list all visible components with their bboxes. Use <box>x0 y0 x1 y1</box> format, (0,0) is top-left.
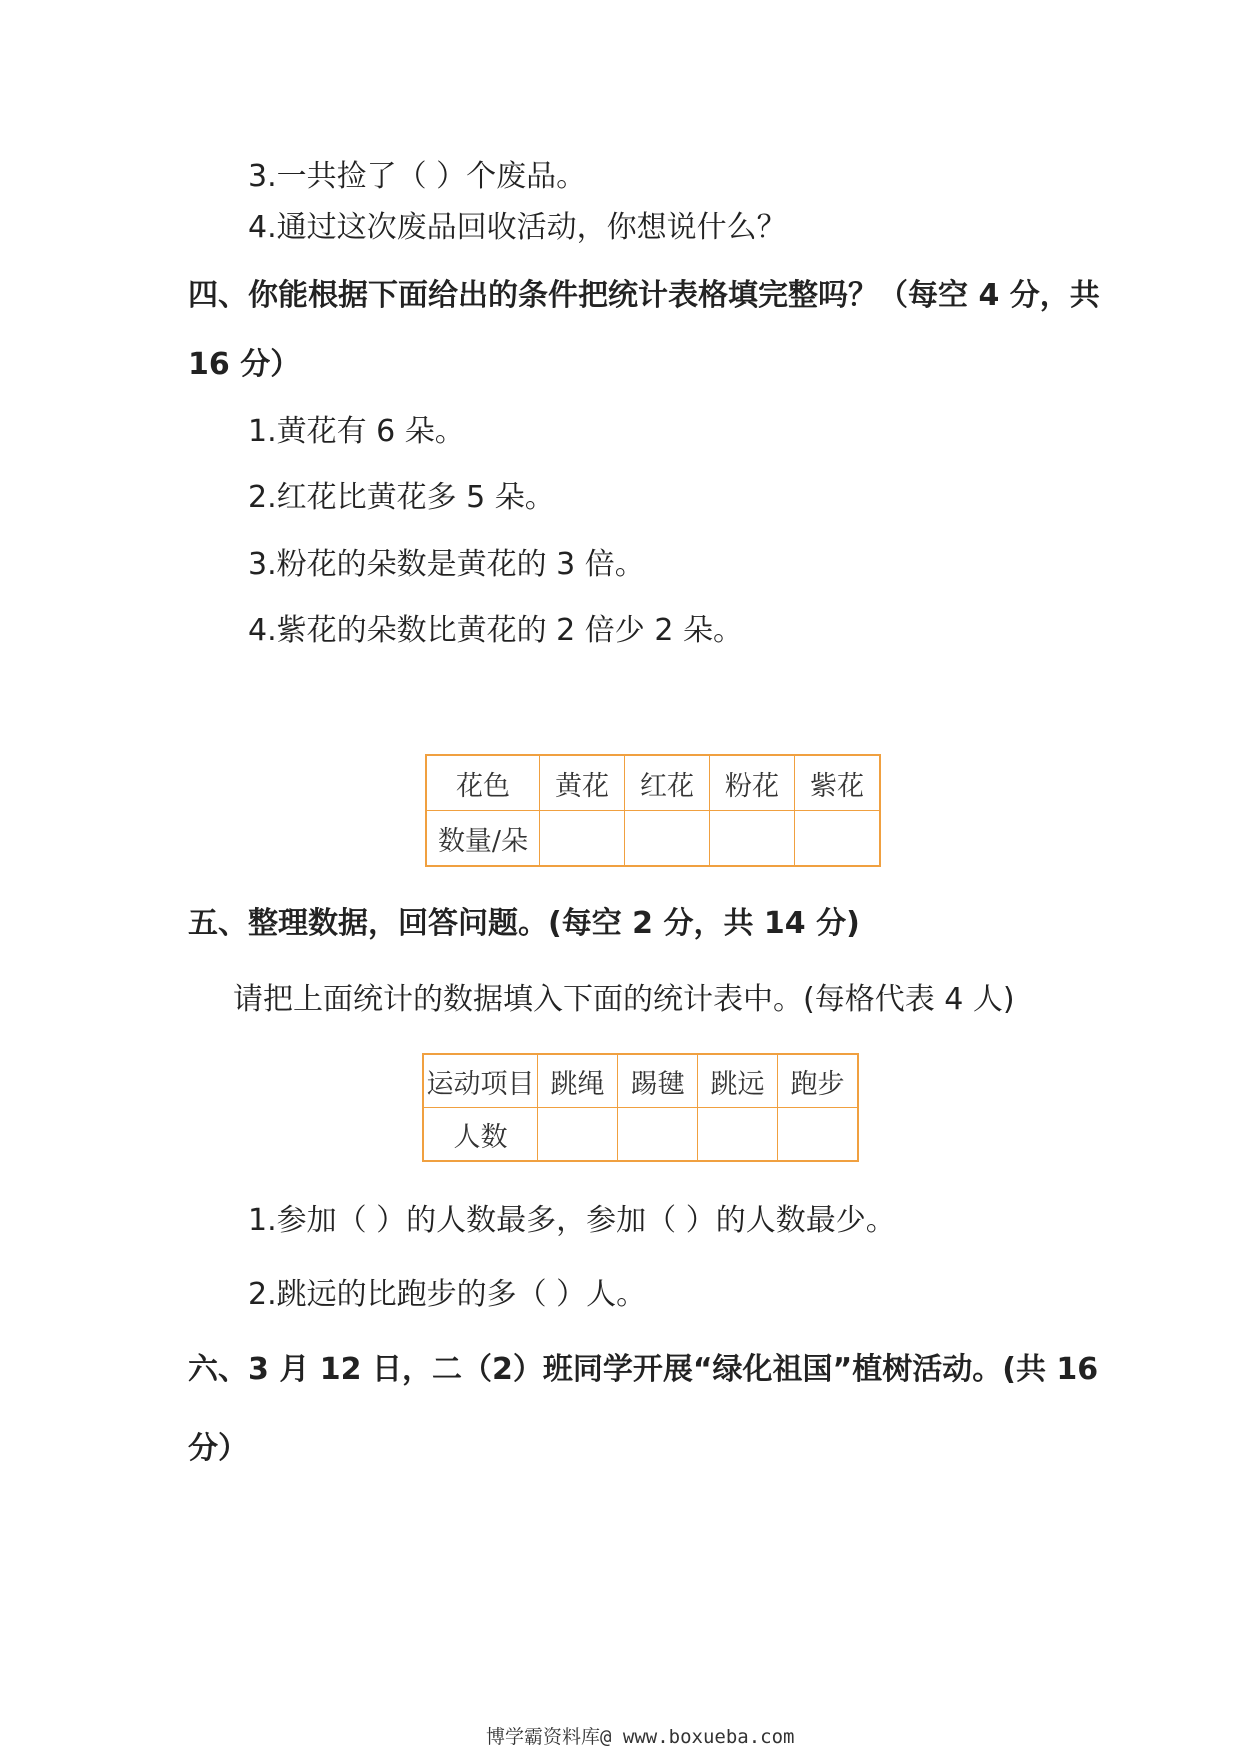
condition-item: 2.红花比黄花多 5 朵。 <box>248 480 555 515</box>
table-header-cell: 跳远 <box>698 1054 778 1108</box>
answer-cell[interactable] <box>538 1108 618 1162</box>
answer-cell[interactable] <box>710 811 795 867</box>
footer-watermark: 博学霸资料库@ www.boxueba.com <box>486 1726 795 1748</box>
table-row <box>423 1108 858 1162</box>
condition-item: 3.粉花的朵数是黄花的 3 倍。 <box>248 547 645 582</box>
table-header-cell: 踢毽 <box>618 1054 698 1108</box>
table-row <box>426 811 880 867</box>
section-5-heading: 五、整理数据，回答问题。(每空 2 分，共 14 分) <box>188 906 860 941</box>
answer-cell[interactable] <box>778 1108 859 1162</box>
table-row-label: 人数 <box>423 1108 538 1162</box>
answer-cell[interactable] <box>540 811 625 867</box>
table-header-cell: 跳绳 <box>538 1054 618 1108</box>
section-5-question-1: 1.参加（ ）的人数最多，参加（ ）的人数最少。 <box>248 1203 896 1238</box>
table-row <box>423 1054 858 1108</box>
section-6-heading: 六、3 月 12 日，二（2）班同学开展“绿化祖国”植树活动。(共 16 <box>188 1352 1099 1387</box>
table-row-label: 数量/朵 <box>426 811 540 867</box>
answer-cell[interactable] <box>698 1108 778 1162</box>
section-5-question-2: 2.跳远的比跑步的多（ ）人。 <box>248 1277 647 1312</box>
table-header-cell: 紫花 <box>795 755 881 811</box>
table-header-cell: 红花 <box>625 755 710 811</box>
question-4-line: 4.通过这次废品回收活动，你想说什么？ <box>248 210 787 245</box>
section-4-heading: 四、你能根据下面给出的条件把统计表格填完整吗？（每空 4 分，共 <box>188 278 1100 313</box>
table-header-cell: 运动项目 <box>423 1054 538 1108</box>
flower-statistics-table <box>425 754 881 867</box>
table-header-cell: 跑步 <box>778 1054 859 1108</box>
section-6-heading-cont: 分） <box>188 1431 248 1466</box>
condition-item: 1.黄花有 6 朵。 <box>248 414 465 449</box>
section-5-intro: 请把上面统计的数据填入下面的统计表中。(每格代表 4 人) <box>233 982 1015 1017</box>
table-header-cell: 粉花 <box>710 755 795 811</box>
table-row <box>426 755 880 811</box>
answer-cell[interactable] <box>618 1108 698 1162</box>
answer-cell[interactable] <box>795 811 881 867</box>
section-4-heading-cont: 16 分） <box>188 347 301 382</box>
answer-cell[interactable] <box>625 811 710 867</box>
table-header-cell: 花色 <box>426 755 540 811</box>
condition-item: 4.紫花的朵数比黄花的 2 倍少 2 朵。 <box>248 613 743 648</box>
table-header-cell: 黄花 <box>540 755 625 811</box>
question-3-line: 3.一共捡了（ ）个废品。 <box>248 159 587 194</box>
sports-statistics-table <box>422 1053 859 1162</box>
